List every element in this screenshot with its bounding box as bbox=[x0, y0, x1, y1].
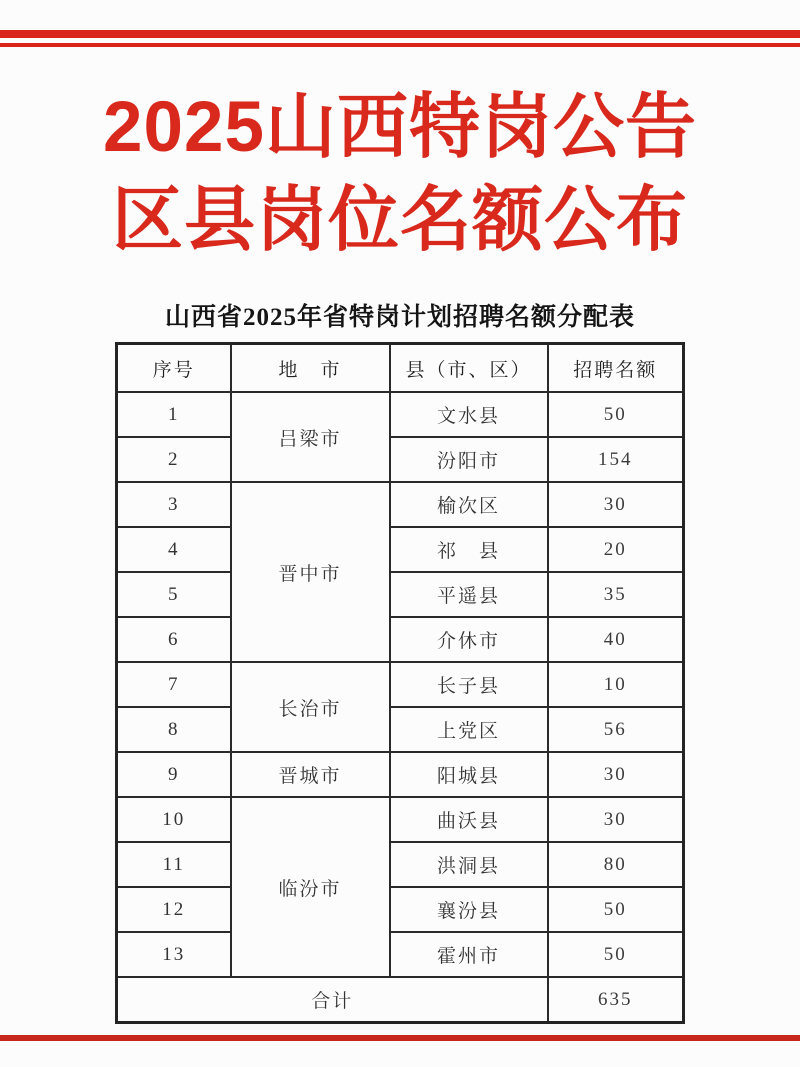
row-number-cell: 7 bbox=[117, 662, 231, 707]
row-number-cell: 11 bbox=[117, 842, 231, 887]
table-row bbox=[117, 887, 684, 932]
table-row bbox=[117, 842, 684, 887]
table-row bbox=[117, 437, 684, 482]
quota-cell: 50 bbox=[548, 932, 684, 977]
row-number-cell: 4 bbox=[117, 527, 231, 572]
quota-cell: 56 bbox=[548, 707, 684, 752]
total-label-cell: 合计 bbox=[117, 977, 548, 1023]
county-cell: 文水县 bbox=[390, 392, 548, 437]
county-cell: 汾阳市 bbox=[390, 437, 548, 482]
column-header-serial: 序号 bbox=[117, 344, 231, 393]
county-cell: 襄汾县 bbox=[390, 887, 548, 932]
row-number-cell: 6 bbox=[117, 617, 231, 662]
county-cell: 曲沃县 bbox=[390, 797, 548, 842]
poster-title-line2: 区县岗位名额公布 bbox=[111, 181, 688, 260]
county-cell: 霍州市 bbox=[390, 932, 548, 977]
table-row bbox=[117, 752, 684, 797]
table-row bbox=[117, 932, 684, 977]
row-number-cell: 5 bbox=[117, 572, 231, 617]
county-cell: 阳城县 bbox=[390, 752, 548, 797]
city-cell: 晋城市 bbox=[231, 752, 390, 797]
quota-cell: 154 bbox=[548, 437, 684, 482]
quota-cell: 10 bbox=[548, 662, 684, 707]
column-header-quota: 招聘名额 bbox=[548, 344, 684, 393]
top-margin bbox=[0, 0, 800, 30]
quota-cell: 30 bbox=[548, 797, 684, 842]
top-rule-thick bbox=[0, 30, 800, 38]
table-row bbox=[117, 797, 684, 842]
city-cell: 晋中市 bbox=[231, 482, 390, 662]
table-row bbox=[117, 617, 684, 662]
recruitment-allocation-table bbox=[115, 342, 685, 1024]
row-number-cell: 10 bbox=[117, 797, 231, 842]
total-value-cell: 635 bbox=[548, 977, 684, 1023]
table-row bbox=[117, 482, 684, 527]
quota-cell: 40 bbox=[548, 617, 684, 662]
poster-title bbox=[0, 81, 800, 267]
county-cell: 上党区 bbox=[390, 707, 548, 752]
row-number-cell: 8 bbox=[117, 707, 231, 752]
quota-cell: 50 bbox=[548, 887, 684, 932]
county-cell: 长子县 bbox=[390, 662, 548, 707]
county-cell: 祁 县 bbox=[390, 527, 548, 572]
row-number-cell: 12 bbox=[117, 887, 231, 932]
bottom-rule bbox=[0, 1035, 800, 1041]
row-number-cell: 1 bbox=[117, 392, 231, 437]
city-cell: 吕梁市 bbox=[231, 392, 390, 482]
total-row bbox=[117, 977, 684, 1023]
column-header-city: 地 市 bbox=[231, 344, 390, 393]
quota-cell: 30 bbox=[548, 482, 684, 527]
row-number-cell: 3 bbox=[117, 482, 231, 527]
quota-cell: 30 bbox=[548, 752, 684, 797]
table-row bbox=[117, 392, 684, 437]
row-number-cell: 2 bbox=[117, 437, 231, 482]
county-cell: 平遥县 bbox=[390, 572, 548, 617]
column-header-county: 县（市、区） bbox=[390, 344, 548, 393]
county-cell: 榆次区 bbox=[390, 482, 548, 527]
quota-cell: 50 bbox=[548, 392, 684, 437]
county-cell: 洪洞县 bbox=[390, 842, 548, 887]
quota-cell: 80 bbox=[548, 842, 684, 887]
row-number-cell: 9 bbox=[117, 752, 231, 797]
row-number-cell: 13 bbox=[117, 932, 231, 977]
table-caption: 山西省2025年省特岗计划招聘名额分配表 bbox=[164, 304, 635, 331]
top-rule-thin bbox=[0, 43, 800, 47]
city-cell: 临汾市 bbox=[231, 797, 390, 977]
quota-cell: 35 bbox=[548, 572, 684, 617]
table-row bbox=[117, 527, 684, 572]
table-row bbox=[117, 662, 684, 707]
city-cell: 长治市 bbox=[231, 662, 390, 752]
table-row bbox=[117, 707, 684, 752]
quota-cell: 20 bbox=[548, 527, 684, 572]
poster-title-line1: 2025山西特岗公告 bbox=[103, 88, 697, 167]
header-row bbox=[117, 344, 684, 393]
county-cell: 介休市 bbox=[390, 617, 548, 662]
table-row bbox=[117, 572, 684, 617]
